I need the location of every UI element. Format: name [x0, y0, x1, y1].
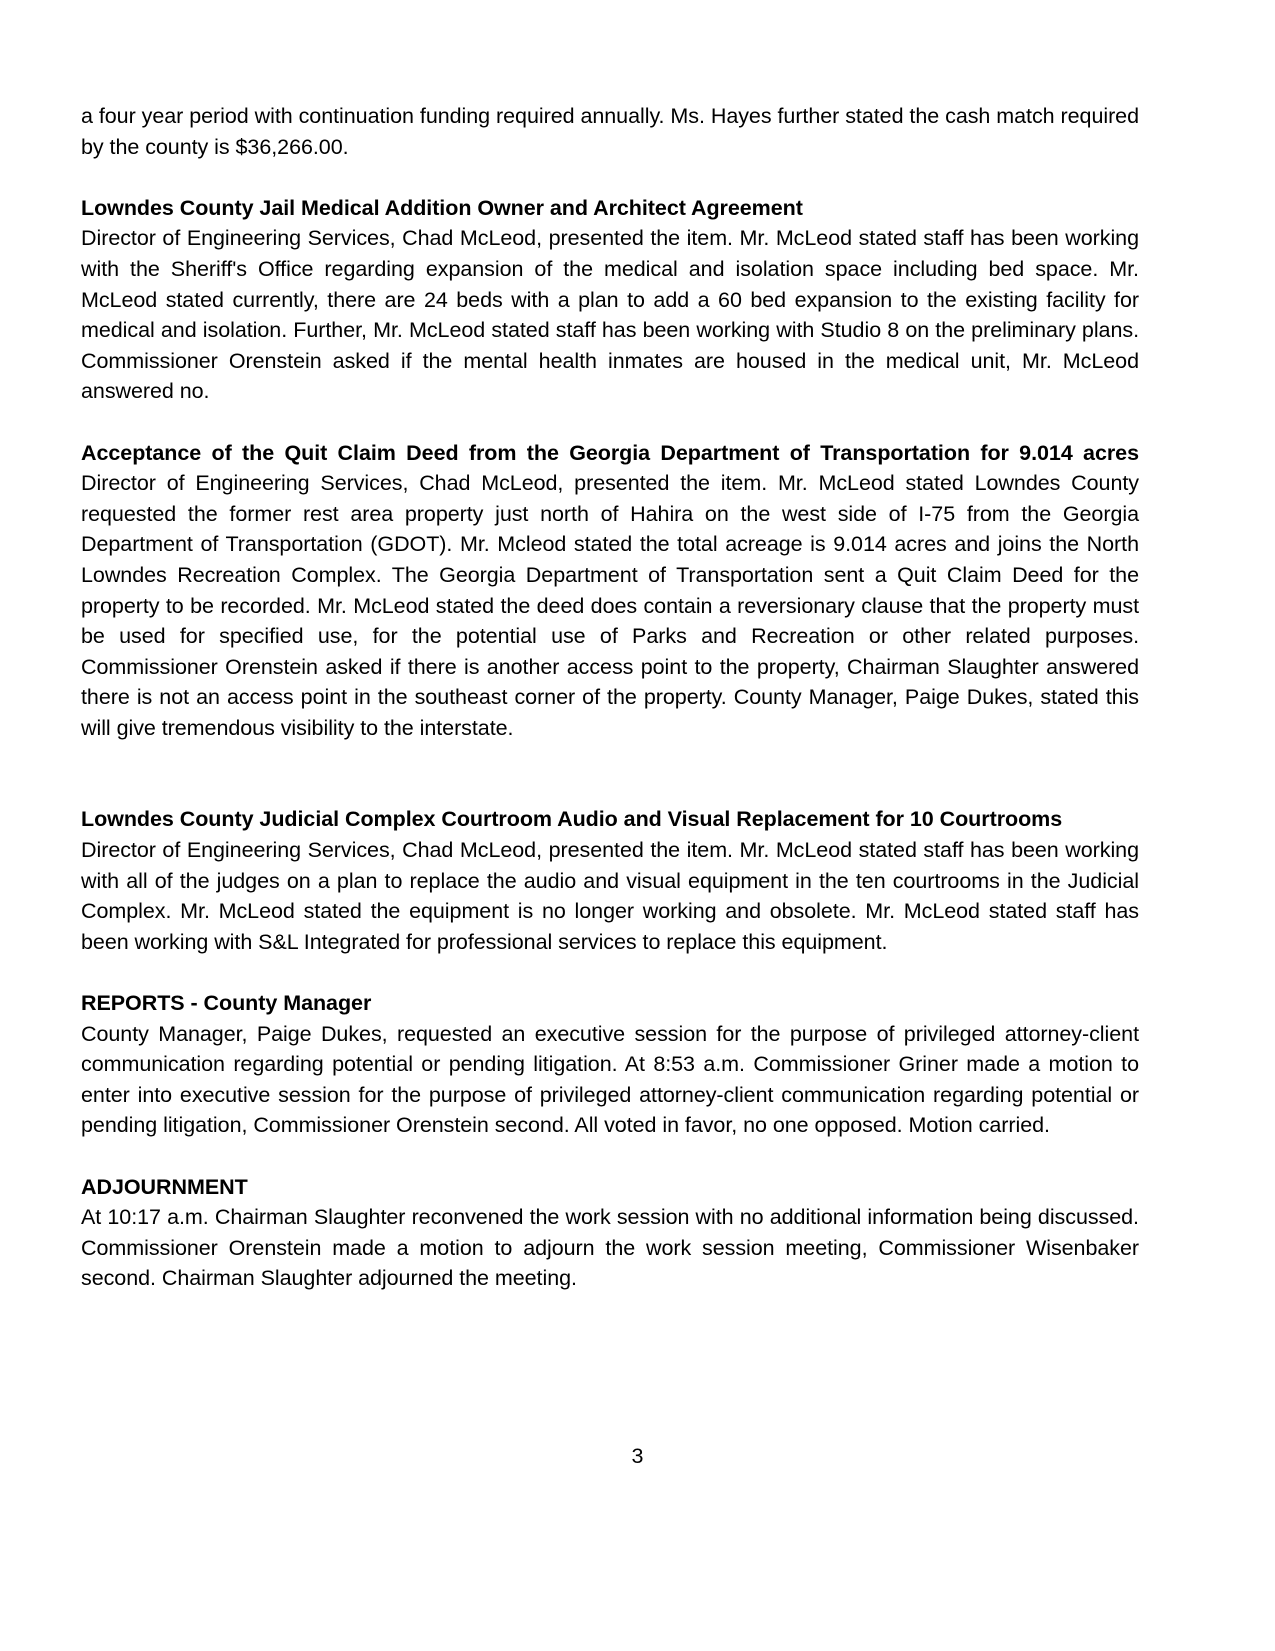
adjournment-heading: ADJOURNMENT [81, 1174, 248, 1199]
paragraph-spacer [81, 162, 1139, 193]
paragraph-spacer [81, 957, 1139, 988]
jail-medical-body: Director of Engineering Services, Chad McLeod, presented the item. Mr. McLeod stated staff has been working with the Sheriff's Office regarding expansion of the medical and isolation space including bed space. Mr. McLeod stated currently, there are 24 beds with a plan to add a 60 bed expansion to the existing facility for medical and isolation. Further, Mr. McLeod stated staff has been working with Studio 8 on the preliminary plans. Commissioner Orenstein asked if the mental health inmates are housed in the medical unit, Mr. McLeod answered no. [81, 226, 1139, 404]
paragraph-spacer [81, 407, 1139, 438]
quit-claim-paragraph [81, 438, 1139, 744]
quit-claim-body: Director of Engineering Services, Chad McLeod, presented the item. Mr. McLeod stated Lowndes County requested the former rest area property just north of Hahira on the west side of I-75 from the Georgia Department of Transportation (GDOT). Mr. Mcleod stated the total acreage is 9.014 acres and joins the North Lowndes Recreation Complex. The Georgia Department of Transportation sent a Quit Claim Deed for the property to be recorded. Mr. McLeod stated the deed does contain a reversionary clause that the property must be used for specified use, for the potential use of Parks and Recreation or other related purposes. Commissioner Orenstein asked if there is another access point to the property, Chairman Slaughter answered there is not an access point in the southeast corner of the property. County Manager, Paige Dukes, stated this will give tremendous visibility to the interstate. [81, 471, 1139, 740]
paragraph-spacer [81, 1141, 1139, 1172]
page-number: 3 [631, 1444, 644, 1468]
quit-claim-heading: Acceptance of the Quit Claim Deed from the Georgia Department of Transportation for 9.014 acres [81, 440, 1139, 465]
continuation-paragraph: a four year period with continuation funding required annually. Ms. Hayes further stated the cash match required by the county is $36,266.00. [81, 104, 1139, 159]
jail-medical-heading: Lowndes County Jail Medical Addition Owner and Architect Agreement [81, 195, 803, 220]
judicial-complex-body: Director of Engineering Services, Chad McLeod, presented the item. Mr. McLeod stated staff has been working with all of the judges on a plan to replace the audio and visual equipment in the ten courtrooms in the Judicial Complex. Mr. McLeod stated the equipment is no longer working and obsolete. Mr. McLeod stated staff has been working with S&L Integrated for professional services to replace this equipment. [81, 838, 1139, 954]
judicial-complex-heading: Lowndes County Judicial Complex Courtroom Audio and Visual Replacement for 10 Courtrooms [81, 807, 1063, 832]
reports-heading: REPORTS - County Manager [81, 991, 372, 1016]
reports-body: County Manager, Paige Dukes, requested an executive session for the purpose of privileged attorney-client communication regarding potential or pending litigation. At 8:53 a.m. Commissioner Griner made a motion to enter into executive session for the purpose of privileged attorney-client communication regarding potential or pending litigation, Commissioner Orenstein second. All voted in favor, no one opposed. Motion carried. [81, 1021, 1139, 1138]
adjournment-body: At 10:17 a.m. Chairman Slaughter reconvened the work session with no additional information being discussed. Commissioner Orenstein made a motion to adjourn the work session meeting, Commissioner Wisenbaker second. Chairman Slaughter adjourned the meeting. [81, 1205, 1139, 1291]
section-spacer [81, 743, 1139, 804]
document-body [81, 101, 1139, 1294]
